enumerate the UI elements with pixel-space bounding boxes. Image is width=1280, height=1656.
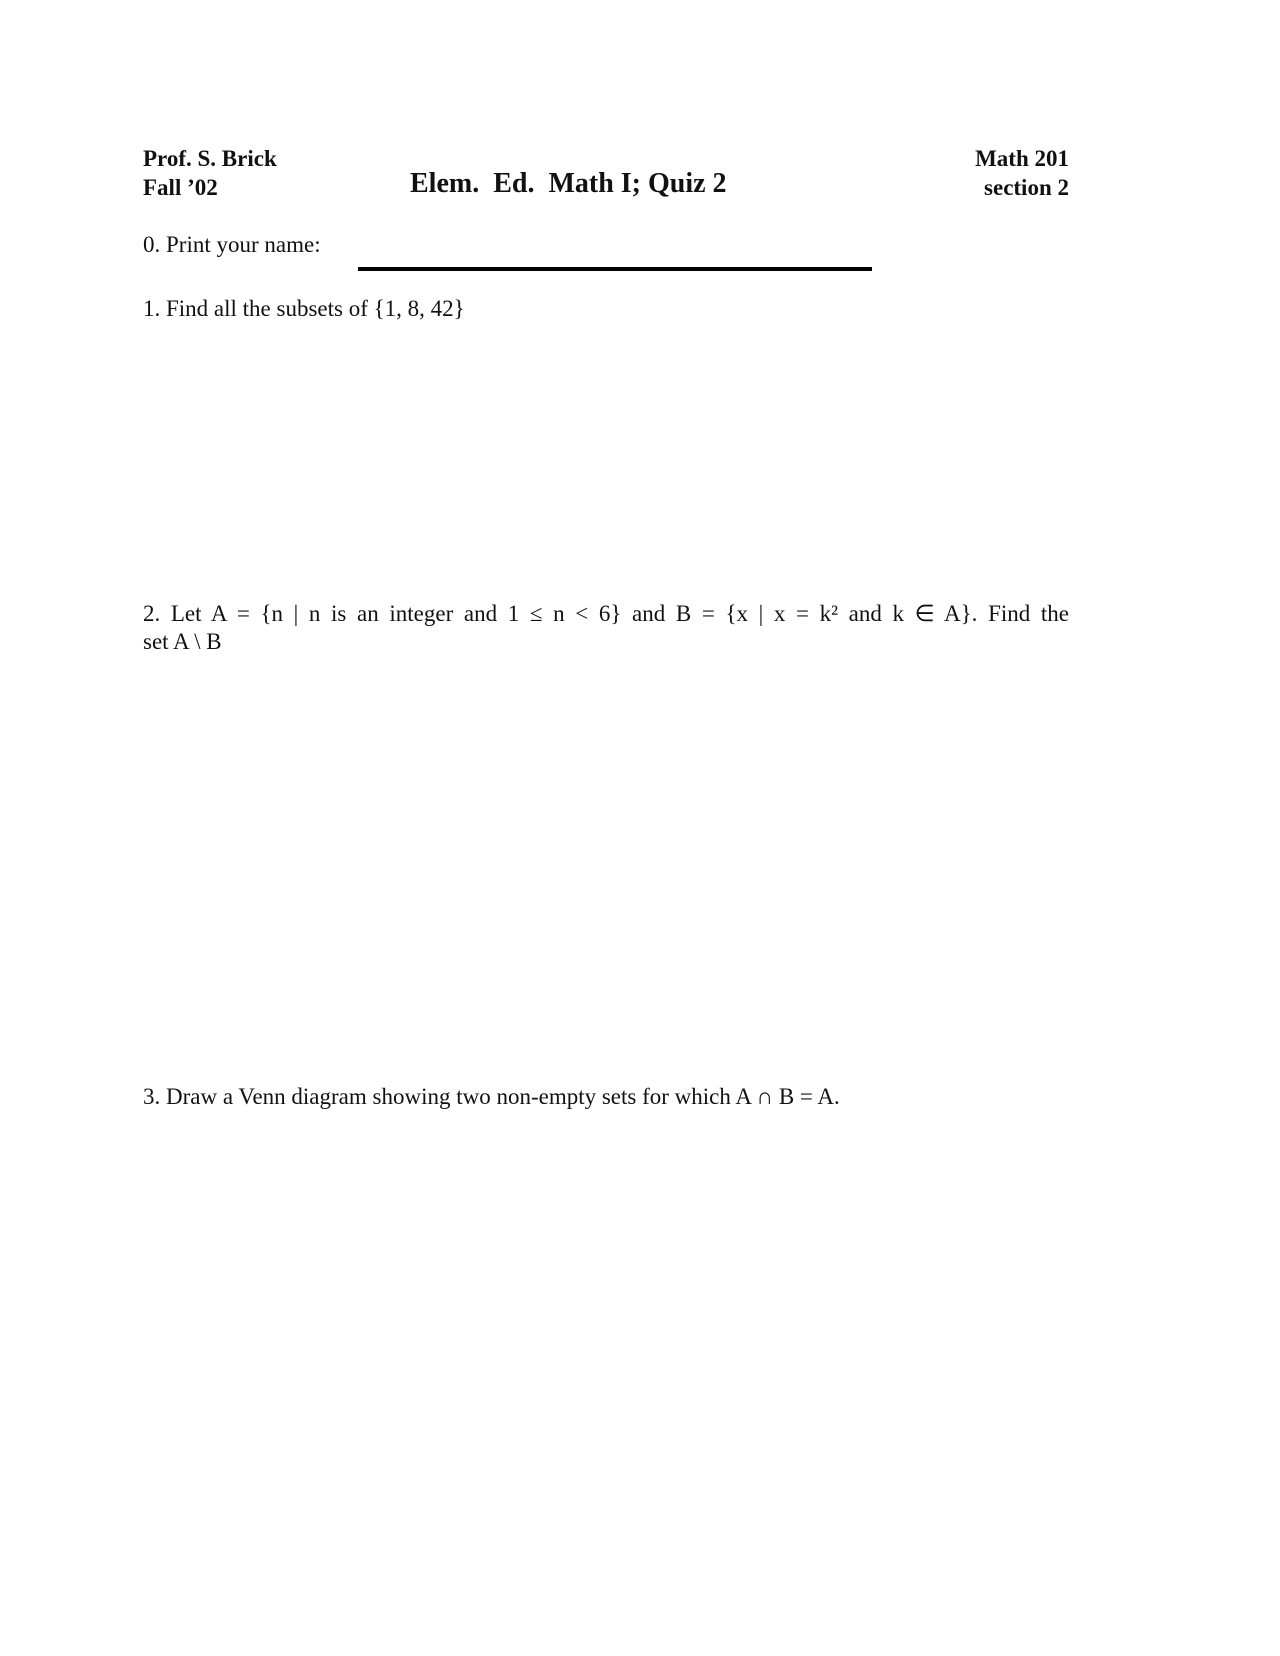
instructor-name: Prof. S. Brick — [143, 146, 277, 171]
question-1: 1. Find all the subsets of {1, 8, 42} — [143, 296, 465, 321]
term: Fall ’02 — [143, 175, 218, 200]
question-2-line-2: set A \ B — [143, 629, 222, 654]
name-answer-line[interactable] — [358, 267, 872, 271]
course-number: Math 201 — [975, 146, 1069, 171]
question-3: 3. Draw a Venn diagram showing two non-empty sets for which A ∩ B = A. — [143, 1084, 840, 1109]
page-title: Elem. Ed. Math I; Quiz 2 — [410, 168, 727, 199]
question-0: 0. Print your name: — [143, 232, 321, 257]
question-2-line-1: 2. Let A = {n | n is an integer and 1 ≤ n < 6} and B = {x | x = k² and k ∈ A}. Find the — [143, 601, 1069, 626]
course-section: section 2 — [984, 175, 1069, 200]
